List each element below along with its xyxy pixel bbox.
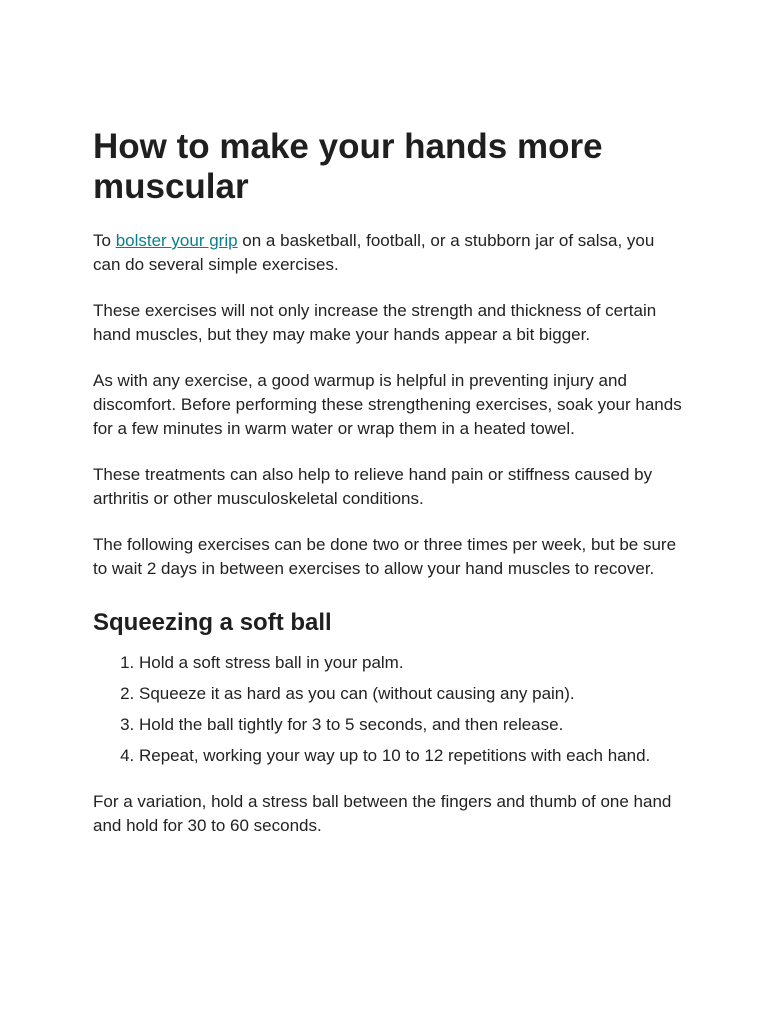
- body-paragraph: These treatments can also help to relieve hand pain or stiffness caused by arthritis or other musculoskeletal conditions.: [93, 465, 653, 508]
- variation-paragraph: For a variation, hold a stress ball between the fingers and thumb of one hand and hold for 30 to 60 seconds.: [93, 792, 672, 835]
- body-paragraph: As with any exercise, a good warmup is helpful in preventing injury and discomfort. Before performing these strengthening exercises, soak your hands for a few minutes in warm water or wrap them in a heated towel.: [93, 371, 682, 438]
- page-title: How to make your hands more muscular: [93, 127, 603, 206]
- intro-text-before: To: [93, 231, 116, 250]
- list-item: 2. Squeeze it as hard as you can (without causing any pain).: [139, 682, 683, 706]
- list-item: 3. Hold the ball tightly for 3 to 5 seconds, and then release.: [139, 713, 683, 737]
- body-paragraph: The following exercises can be done two or three times per week, but be sure to wait 2 days in between exercises to allow your hand muscles to recover.: [93, 535, 677, 578]
- section-heading: Squeezing a soft ball: [93, 609, 332, 636]
- bolster-grip-link[interactable]: bolster your grip: [115, 231, 238, 250]
- intro-paragraph: [93, 229, 683, 277]
- body-paragraph: These exercises will not only increase the strength and thickness of certain hand muscles, but they may make your hands appear a bit bigger.: [93, 301, 657, 344]
- list-item: 1. Hold a soft stress ball in your palm.: [139, 651, 683, 675]
- intro-text-after: on a basketball, football, or a stubborn jar of salsa, you can do several simple exercises.: [93, 231, 655, 274]
- steps-list: [93, 651, 683, 768]
- list-item: 4. Repeat, working your way up to 10 to 12 repetitions with each hand.: [139, 744, 683, 768]
- article: [93, 127, 683, 860]
